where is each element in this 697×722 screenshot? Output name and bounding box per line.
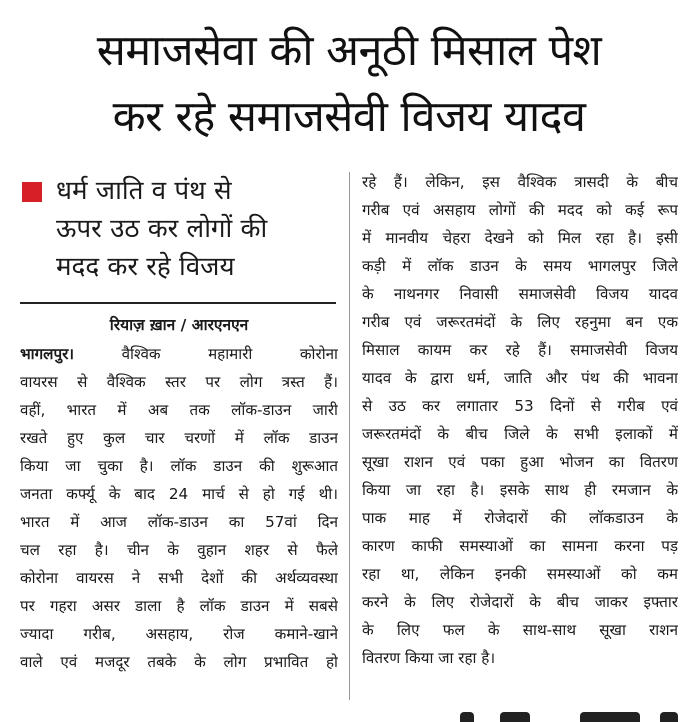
article-line: रहा था, लेकिन इनकी समस्याओं को कम [362, 565, 678, 583]
subheadline [20, 172, 338, 286]
article-line: कारण काफी समस्याओं का सामना करना पड़ [362, 537, 678, 555]
headline-line-1: समाजसेवा की अनूठी मिसाल पेश [96, 26, 602, 76]
article-line: ज्यादा गरीब, असहाय, रोज कमाने-खाने [20, 625, 338, 643]
headline-line-2: कर रहे समाजसेवी विजय यादव [112, 92, 586, 142]
article-line: वहीं, भारत में अब तक लॉक-डाउन जारी [20, 401, 338, 419]
headline [14, 18, 684, 150]
article-line: चल रहा है। चीन के वुहान शहर से फैले [20, 541, 338, 559]
article-line: पाक माह में रोजेदारों की लॉकडाउन के [362, 509, 678, 527]
article-line: भारत में आज लॉक-डाउन का 57वां दिन [20, 513, 338, 531]
article-line: वाले एवं मजदूर तबके के लोग प्रभावित हो [20, 653, 338, 671]
article-line: कोरोना वायरस ने सभी देशों की अर्थव्यवस्था [20, 569, 338, 587]
byline: रियाज़ ख़ान / आरएनएन [109, 316, 249, 334]
right-column [362, 168, 678, 672]
article-line: के नाथनगर निवासी समाजसेवी विजय यादव [362, 285, 678, 303]
article-line: सूखा राशन एवं पका हुआ भोजन का वितरण [362, 453, 678, 471]
article-line: में मानवीय चेहरा देखने को मिल रहा है। इसी [362, 229, 678, 247]
article-line-text: वैश्विक महामारी कोरोना [121, 345, 338, 363]
article-line [20, 340, 338, 368]
article-line: यादव के द्वारा धर्म, जाति और पंथ की भावना [362, 369, 678, 387]
cropped-text-edge [460, 712, 690, 722]
article-line: मिसाल कायम कर रहे हैं। समाजसेवी विजय [362, 341, 678, 359]
column-divider [349, 172, 350, 700]
article-line: रखते हुए कुल चार चरणों में लॉक डाउन [20, 429, 338, 447]
article-line: किया जा रहा है। इसके साथ ही रमजान के [362, 481, 678, 499]
article-line: गरीब एवं असहाय लोगों की मदद को कई रूप [362, 201, 678, 219]
article-line: किया जा चुका है। लॉक डाउन की शुरूआत [20, 457, 338, 475]
article-line: गरीब एवं जरूरतमंदों के लिए रहनुमा बन एक [362, 313, 678, 331]
dateline: भागलपुर। [20, 345, 75, 363]
article-line: से उठ कर लगातार 53 दिनों से गरीब एवं [362, 397, 678, 415]
subheadline-line-2: ऊपर उठ कर लोगों की [56, 214, 268, 244]
article-line: वायरस से वैश्विक स्तर पर लोग त्रस्त हैं। [20, 373, 338, 391]
article-line: के लिए फल के साथ-साथ सूखा राशन [362, 621, 678, 639]
red-square-bullet-icon [22, 182, 42, 202]
article-line: वितरण किया जा रहा है। [362, 649, 496, 667]
article-line: जरूरतमंदों के बीच जिले के सभी इलाकों में [362, 425, 678, 443]
article-body-right [362, 168, 678, 672]
left-column [20, 172, 338, 676]
article-line: करने के लिए रोजेदारों के बीच जाकर इफ्तार [362, 593, 678, 611]
article-line: जनता कर्फ्यू के बाद 24 मार्च से हो गई थी। [20, 485, 338, 503]
subhead-divider [20, 302, 336, 304]
article-line: पर गहरा असर डाला है लॉक डाउन में सबसे [20, 597, 338, 615]
article-body-left [20, 340, 338, 676]
article-line: रहे हैं। लेकिन, इस वैश्विक त्रासदी के बीच [362, 173, 678, 191]
subheadline-line-1: धर्म जाति व पंथ से [56, 176, 232, 206]
article-line: कड़ी में लॉक डाउन के समय भागलपुर जिले [362, 257, 678, 275]
subheadline-line-3: मदद कर रहे विजय [56, 252, 235, 282]
